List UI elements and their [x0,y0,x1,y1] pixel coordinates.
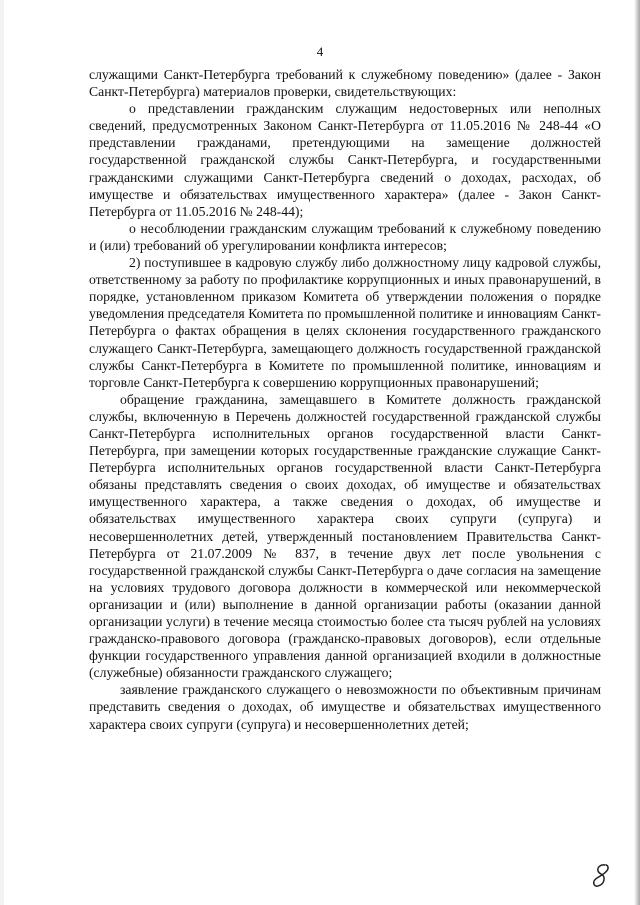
document-body [89,66,601,733]
paragraph-continuation: служащими Санкт-Петербурга требований к служебному поведению» (далее - Закон Санкт-Петербурга) материалов проверки, свидетельствующих: [89,67,601,100]
paragraph-false-info: о представлении гражданским служащим недостоверных или неполных сведений, предусмотренных Законом Санкт-Петербурга от 11.05.2016 № 248-44 «О представлении гражданами, претендующими на замещение должностей государственной гражданской службы Санкт-Петербурга, и государственными гражданскими служащими Санкт-Петербурга сведений о доходах, расходах, об имуществе и обязательствах имущественного характера» (далее - Закон Санкт-Петербурга от 11.05.2016 № 248-44); [89,101,601,219]
scan-right-edge [634,0,640,905]
page-number: 4 [316,44,324,59]
paragraph-citizen-appeal: обращение гражданина, замещавшего в Комитете должность гражданской службы, включенную в Перечень должностей государственной гражданской службы Санкт-Петербурга исполнительных органов государственной власти Санкт-Петербурга, при замещении которых государственные гражданские служащие Санкт-Петербурга исполнительных органов государственной власти Санкт-Петербурга обязаны представлять сведения о своих доходах, об имуществе и обязательствах имущественного характера, а также сведения о доходах, об имуществе и обязательствах имущественного характера своих супруги (супруга) и несовершеннолетних детей, утвержденный постановлением Правительства Санкт-Петербурга от 21.07.2009 № 837, в течение двух лет после увольнения с государственной гражданской службы Санкт-Петербурга о даче согласия на замещение на условиях трудового договора должности в коммерческой или некоммерческой организации и (или) выполнение в данной организации работы (оказании данной организации услуги) в течение месяца стоимостью более ста тысяч рублей на условиях гражданско-правового договора (гражданско-правовых договоров), если отдельные функции государственного управления данной организацией входили в должностные (служебные) обязанности гражданского служащего; [89,391,601,681]
scan-left-shade [0,0,4,905]
paragraph-statement: заявление гражданского служащего о невозможности по объективным причинам представить сведения о доходах, об имуществе и обязательствах имущественного характера своих супруги (супруга) и несовершеннолетних детей; [89,682,601,732]
paragraph-item-2: 2) поступившее в кадровую службу либо должностному лицу кадровой службы, ответственному за работу по профилактике коррупционных и иных правонарушений, в порядке, установленном приказом Комитета об утверждении положения о порядке уведомления председателя Комитета по промышленной политике и инновациям Санкт-Петербурга о фактах обращения в целях склонения государственного гражданского служащего Санкт-Петербурга, замещающего должность государственной гражданской службы Санкт-Петербурга в Комитете по промышленной политике, инновациям и торговле Санкт-Петербурга к совершению коррупционных правонарушений; [89,255,601,390]
handwritten-page-mark [590,862,614,890]
paragraph-non-compliance: о несоблюдении гражданским служащим требований к служебному поведению и (или) требований об урегулировании конфликта интересов; [89,220,601,253]
